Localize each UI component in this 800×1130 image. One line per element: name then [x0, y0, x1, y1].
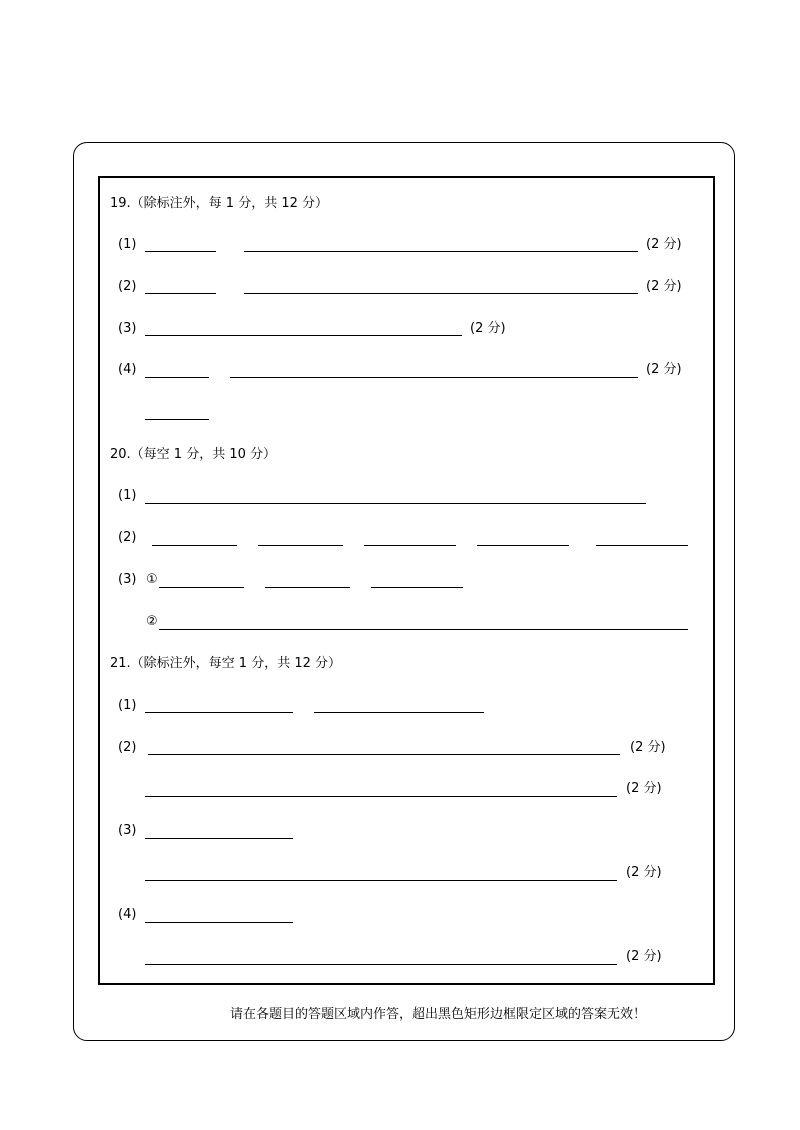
- q19-label-4: (4): [118, 362, 137, 377]
- q19-title: 19.（除标注外，每 1 分，共 12 分）: [110, 196, 329, 211]
- q20-2-blank-c[interactable]: [364, 545, 456, 546]
- q19-1-blank-b[interactable]: [244, 251, 638, 252]
- q19-4-score: (2 分): [646, 362, 682, 377]
- q19-3-score: (2 分): [470, 321, 506, 336]
- q20-3-circle-2: ②: [146, 614, 158, 629]
- q19-4-blank-c[interactable]: [145, 419, 209, 420]
- q21-2-blank-b[interactable]: [145, 796, 617, 797]
- q19-label-1: (1): [118, 237, 137, 252]
- q19-label-3: (3): [118, 321, 137, 336]
- q21-4-blank-b[interactable]: [145, 964, 617, 965]
- q21-3-blank-a[interactable]: [145, 838, 293, 839]
- q21-4-blank-a[interactable]: [145, 922, 293, 923]
- q21-1-blank-b[interactable]: [314, 712, 484, 713]
- q21-label-4: (4): [118, 907, 137, 922]
- q20-3-blank-b[interactable]: [265, 587, 350, 588]
- q19-4-blank-a[interactable]: [145, 377, 209, 378]
- q20-2-blank-a[interactable]: [152, 545, 237, 546]
- q21-2-blank-a[interactable]: [148, 754, 620, 755]
- q21-4-score: (2 分): [626, 949, 662, 964]
- q19-2-blank-a[interactable]: [145, 293, 216, 294]
- q20-3-blank-c[interactable]: [371, 587, 463, 588]
- q20-title: 20.（每空 1 分，共 10 分）: [110, 447, 277, 462]
- q20-3-blank-a[interactable]: [159, 587, 244, 588]
- q19-1-score: (2 分): [646, 237, 682, 252]
- answer-region-border: [98, 176, 715, 985]
- q20-label-3: (3): [118, 572, 137, 587]
- q21-1-blank-a[interactable]: [145, 712, 293, 713]
- q20-2-blank-b[interactable]: [258, 545, 343, 546]
- q21-3-blank-b[interactable]: [145, 880, 617, 881]
- q20-label-1: (1): [118, 488, 137, 503]
- answer-region-notice: 请在各题目的答题区域内作答，超出黑色矩形边框限定区域的答案无效！: [230, 1007, 647, 1022]
- q21-2-score-a: (2 分): [630, 740, 666, 755]
- q20-2-blank-d[interactable]: [477, 545, 569, 546]
- q20-1-blank[interactable]: [145, 503, 646, 504]
- q19-label-2: (2): [118, 279, 137, 294]
- q21-label-1: (1): [118, 698, 137, 713]
- q19-4-blank-b[interactable]: [230, 377, 638, 378]
- q21-2-score-b: (2 分): [626, 781, 662, 796]
- q20-3-blank-d[interactable]: [159, 629, 688, 630]
- q21-3-score: (2 分): [626, 865, 662, 880]
- q21-title: 21.（除标注外，每空 1 分，共 12 分）: [110, 656, 342, 671]
- q21-label-2: (2): [118, 740, 137, 755]
- q20-label-2: (2): [118, 530, 137, 545]
- q19-3-blank[interactable]: [145, 335, 462, 336]
- q19-2-blank-b[interactable]: [244, 293, 638, 294]
- q20-3-circle-1: ①: [146, 572, 158, 587]
- q19-1-blank-a[interactable]: [145, 251, 216, 252]
- q20-2-blank-e[interactable]: [596, 545, 688, 546]
- q19-2-score: (2 分): [646, 279, 682, 294]
- q21-label-3: (3): [118, 823, 137, 838]
